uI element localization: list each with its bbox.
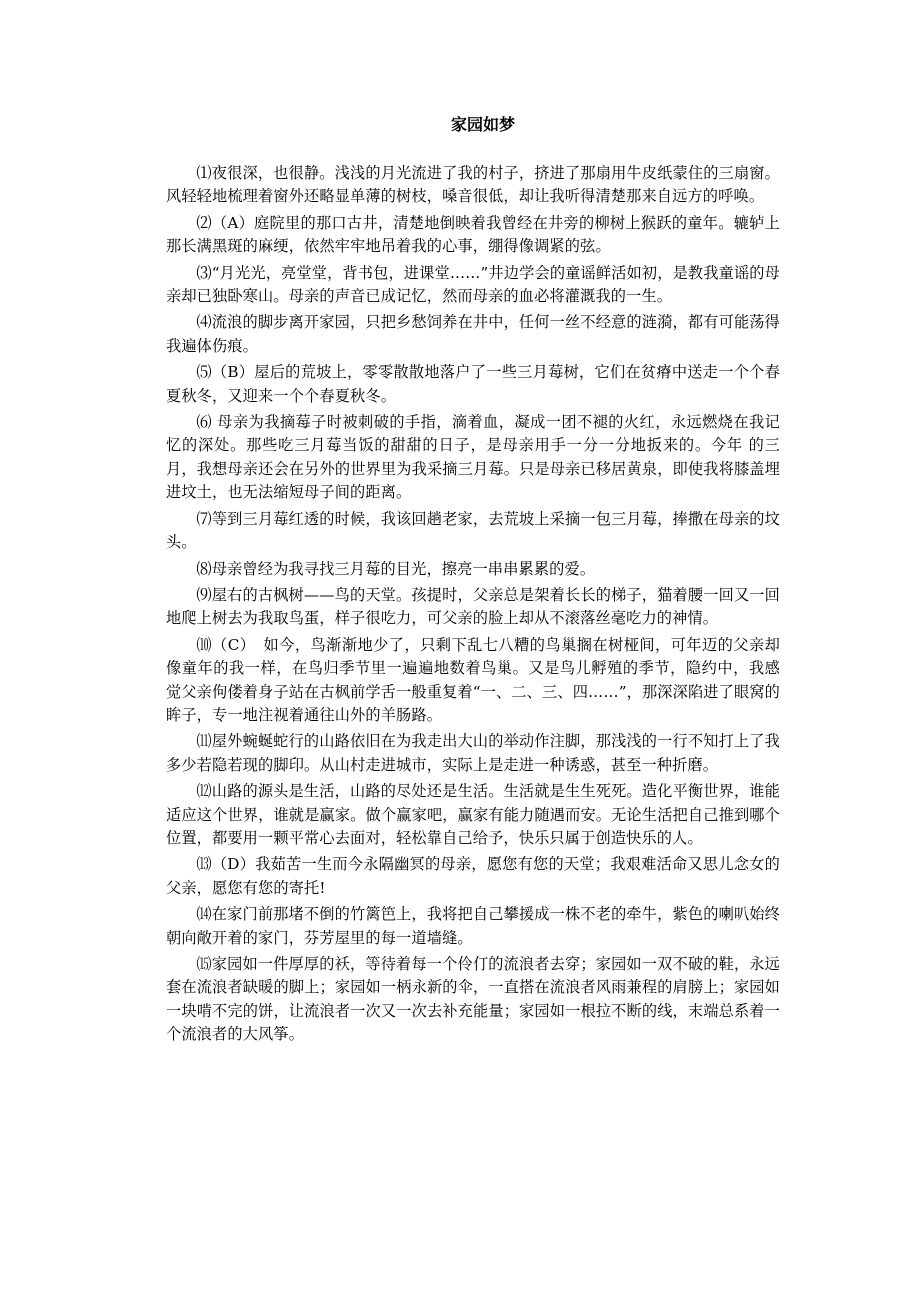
paragraph-8: ⑻母亲曾经为我寻找三月莓的目光，擦亮一串串累累的爱。 [196, 559, 596, 578]
document-page [166, 104, 780, 1050]
paragraph-13: ⒀（D）我茹苦一生而今永隔幽冥的母亲，愿您有您的天堂；我艰难活命又思儿念女的父亲，愿您有您的寄托! [166, 855, 780, 897]
paragraph-4: ⑷流浪的脚步离开家园，只把乡愁饲养在井中，任何一丝不经意的涟漪，都有可能荡得我遍体伤痕。 [166, 313, 780, 355]
paragraph-7: ⑺等到三月莓红透的时候，我该回趟老家，去荒坡上采摘一包三月莓，捧撒在母亲的坟头。 [166, 509, 780, 552]
paragraph-11: ⑾屋外蜿蜒蛇行的山路依旧在为我走出大山的举动作注脚，那浅浅的一行不知打上了我多少若隐若现的脚印。从山村走进城市，实际上是走进一种诱惑，甚至一种折磨。 [166, 732, 780, 774]
paragraph-5: ⑸（B）屋后的荒坡上，零零散散地落户了一些三月莓树，它们在贫瘠中送走一个个春夏秋冬，又迎来一个个春夏秋冬。 [166, 363, 780, 405]
paragraph-15: ⒂家园如一件厚厚的袄，等待着每一个伶仃的流浪者去穿；家园如一双不破的鞋，永远套在流浪者缺暖的脚上；家园如一柄永新的伞，一直搭在流浪者风雨兼程的肩膀上；家园如一块啃不完的饼，让流浪者一次又一次去补充能量；家园如一根拉不断的线，末端总系着一个流浪者的大风筝。 [166, 955, 780, 1044]
paragraph-1: ⑴夜很深，也很静。浅浅的月光流进了我的村子，挤进了那扇用牛皮纸蒙住的三扇窗。风轻轻地梳理着窗外还略显单薄的树枝，嗓音很低，却让我听得清楚那来自远方的呼唤。 [166, 164, 780, 206]
paragraph-2: ⑵（A）庭院里的那口古井，清楚地倒映着我曾经在井旁的柳树上猴跃的童年。辘轳上那长满黑斑的麻绠，依然牢牢地吊着我的心事，绷得像调紧的弦。 [166, 213, 780, 256]
paragraph-9: ⑼屋右的古枫树——鸟的天堂。孩提时，父亲总是架着长长的梯子，猫着腰一回又一回地爬上树去为我取鸟蛋，样子很吃力，可父亲的脸上却从不滚落丝毫吃力的神情。 [166, 585, 780, 628]
paragraph-6: ⑹ 母亲为我摘莓子时被刺破的手指，滴着血，凝成一团不褪的火红，永远燃烧在我记忆的深处。那些吃三月莓当饭的甜甜的日子，是母亲用手一分一分地扳来的。今年 的三月，我想母亲还会在另外的世界里为我采摘三月莓。只是母亲已移居黄泉，即使我将膝盖埋进坟土，也无法缩短母子间的距离。 [166, 413, 780, 502]
paragraph-12: ⑿山路的源头是生活，山路的尽处还是生活。生活就是生生死死。造化平衡世界，谁能适应这个世界，谁就是赢家。做个赢家吧，赢家有能力随遇而安。无论生活把自己推到哪个位置，都要用一颗平常心去面对，轻松靠自己给予，快乐只属于创造快乐的人。 [166, 782, 780, 847]
document-title: 家园如梦 [450, 115, 515, 134]
paragraph-10: ⑽（C） 如今，鸟渐渐地少了，只剩下乱七八糟的鸟巢搁在树桠间，可年迈的父亲却像童年的我一样，在鸟归季节里一遍遍地数着鸟巢。又是鸟儿孵殖的季节，隐约中，我感 觉父亲佝偻着身子站在古枫前学舌一般重复着“一、二、三、四……”，那深深陷进了眼窝的眸子，专一地注视着通往山外的羊肠路。 [166, 635, 780, 724]
paragraph-3: ⑶“月光光，亮堂堂，背书包，进课堂……”井边学会的童谣鲜活如初，是教我童谣的母亲却已独卧寒山。母亲的声音已成记忆，然而母亲的血必将灌溉我的一生。 [166, 263, 780, 306]
paragraph-14: ⒁在家门前那堵不倒的竹篱笆上，我将把自己攀援成一株不老的牵牛，紫色的喇叭始终朝向敞开着的家门，芬芳屋里的每一道墙缝。 [166, 905, 780, 947]
